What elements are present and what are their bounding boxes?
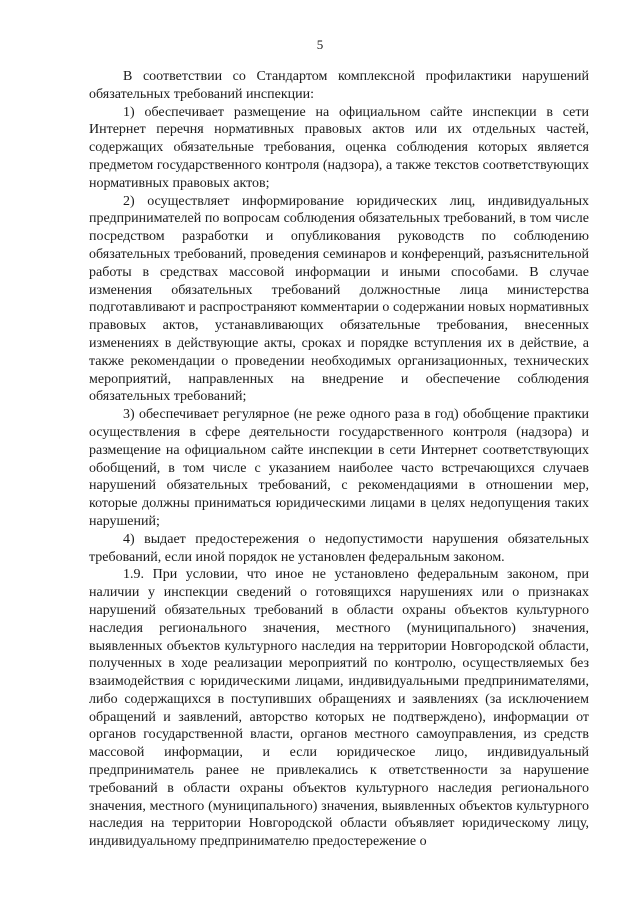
paragraph-item-2: 2) осуществляет информирование юридических лиц, индивидуальных предпринимателей по вопросам соблюдения обязательных требований, в том числе посредством разработки и опубликования руководств по соблюдению обязательных требований, проведения семинаров и конференций, разъяснительной работы в средствах массовой информации и иными способами. В случае изменения обязательных требований должностные лица министерства подготавливают и распространяют комментарии о содержании новых нормативных правовых актов, устанавливающих обязательные требования, внесенных изменениях в действующие акты, сроках и порядке вступления их в действие, а также рекомендации о проведении необходимых организационных, технических мероприятий, направленных на внедрение и обеспечение соблюдения обязательных требований; <box>89 193 589 405</box>
paragraph-section-1-9: 1.9. При условии, что иное не установлено федеральным законом, при наличии у инспекции сведений о готовящихся нарушениях или о признаках нарушений обязательных требований в области охраны объектов культурного наследия регионального значения, местного (муниципального) значения, выявленных объектов культурного наследия на территории Новгородской области, полученных в ходе реализации мероприятий по контролю, осуществляемых без взаимодействия с юридическими лицами, индивидуальными предпринимателями, либо содержащихся в поступивших обращениях и заявлениях (за исключением обращений и заявлений, авторство которых не подтверждено), информации от органов государственной власти, органов местного самоуправления, из средств массовой информации, и если юридическое лицо, индивидуальный предприниматель ранее не привлекались к ответственности за нарушение требований в области охраны объектов культурного наследия регионального значения, местного (муниципального) значения, выявленных объектов культурного наследия на территории Новгородской области объявляет юридическому лицу, индивидуальному предпринимателю предостережение о <box>89 567 589 850</box>
document-body <box>89 68 589 851</box>
page-number: 5 <box>316 37 324 52</box>
paragraph-item-4: 4) выдает предостережения о недопустимости нарушения обязательных требований, если иной порядок не установлен федеральным законом. <box>89 531 589 565</box>
paragraph-intro: В соответствии со Стандартом комплексной профилактики нарушений обязательных требований инспекции: <box>89 69 589 102</box>
paragraph-item-3: 3) обеспечивает регулярное (не реже одного раза в год) обобщение практики осуществления в сфере деятельности государственного контроля (надзора) и размещение на официальном сайте инспекции в сети Интернет соответствующих обобщений, в том числе с указанием наиболее часто встречающихся случаев нарушений обязательных требований, с рекомендациями в отношении мер, которые должны приниматься юридическими лицами в целях недопущения таких нарушений; <box>89 407 589 529</box>
paragraph-item-1: 1) обеспечивает размещение на официальном сайте инспекции в сети Интернет перечня нормативных правовых актов или их отдельных частей, содержащих обязательные требования, оценка соблюдения которых является предметом государственного контроля (надзора), а также текстов соответствующих нормативных правовых актов; <box>89 104 589 191</box>
